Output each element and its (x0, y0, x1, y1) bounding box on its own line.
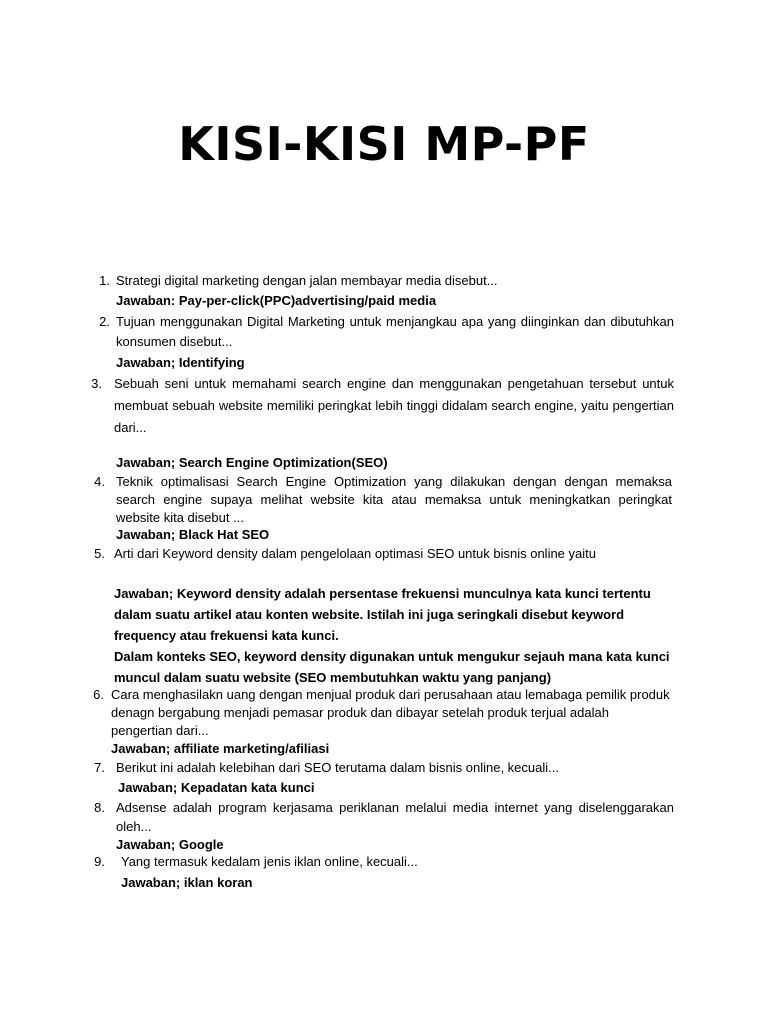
answer-2: Jawaban; Identifying (116, 355, 245, 370)
question-9 (0, 852, 768, 872)
answer-7: Jawaban; Kepadatan kata kunci (118, 780, 315, 795)
question-4 (0, 473, 768, 527)
question-number: 9. (94, 854, 105, 869)
answer-5-paragraph-1: Jawaban; Keyword density adalah persentase frekuensi munculnya kata kunci tertentu dalam suatu artikel atau konten website. Istilah ini juga seringkali disebut keyword frequency atau frekuensi kata kunci. (114, 586, 651, 643)
question-text: Adsense adalah program kerjasama periklanan melalui media internet yang diselenggarakan oleh... (116, 800, 674, 834)
question-text: Berikut ini adalah kelebihan dari SEO terutama dalam bisnis online, kecuali... (116, 760, 559, 775)
question-text: Sebuah seni untuk memahami search engine dan menggunakan pengetahuan tersebut untuk membuat sebuah website memiliki peringkat lebih tinggi didalam search engine, yaitu pengertian dari... (114, 376, 674, 435)
question-text: Arti dari Keyword density dalam pengelolaan optimasi SEO untuk bisnis online yaitu (114, 546, 596, 561)
question-1 (0, 271, 768, 291)
question-text: Teknik optimalisasi Search Engine Optimization yang dilakukan dengan dengan memaksa search engine supaya melihat website kita atau memaksa untuk meningkatkan peringkat website kita disebut ... (116, 474, 672, 525)
question-text: Tujuan menggunakan Digital Marketing untuk menjangkau apa yang diinginkan dan dibutuhkan konsumen disebut... (116, 314, 674, 349)
question-number: 1. (99, 273, 110, 288)
question-6 (0, 686, 768, 740)
answer-5-paragraph-2: Dalam konteks SEO, keyword density digunakan untuk mengukur sejauh mana kata kunci muncul dalam suatu website (SEO membutuhkan waktu yang panjang) (114, 649, 670, 685)
answer-4: Jawaban; Black Hat SEO (116, 527, 270, 542)
page-title: KISI-KISI MP-PF (178, 117, 590, 171)
question-number: 4. (94, 474, 105, 489)
question-number: 8. (94, 800, 105, 815)
question-number: 5. (94, 546, 105, 561)
question-text: Strategi digital marketing dengan jalan membayar media disebut... (116, 273, 498, 288)
answer-1: Jawaban: Pay-per-click(PPC)advertising/paid media (116, 293, 437, 308)
answer-3: Jawaban; Search Engine Optimization(SEO) (116, 455, 388, 470)
question-5 (0, 544, 768, 564)
question-number: 3. (91, 376, 102, 391)
answer-8: Jawaban; Google (116, 837, 224, 852)
question-2 (0, 312, 768, 352)
answer-6: Jawaban; affiliate marketing/afiliasi (111, 741, 330, 756)
question-number: 7. (94, 760, 105, 775)
answer-5 (114, 583, 674, 688)
question-7 (0, 758, 768, 778)
answer-9: Jawaban; iklan koran (121, 875, 253, 890)
question-text: Cara menghasilakn uang dengan menjual produk dari perusahaan atau lemabaga pemilik produk denagn bergabung menjadi pemasar produk dan dibayar setelah produk terjual adalah pengertian dari... (111, 687, 670, 738)
question-8 (0, 798, 768, 838)
question-number: 6. (93, 687, 104, 702)
question-3 (0, 373, 768, 439)
question-number: 2. (99, 314, 110, 329)
question-text: Yang termasuk kedalam jenis iklan online, kecuali... (121, 854, 418, 869)
